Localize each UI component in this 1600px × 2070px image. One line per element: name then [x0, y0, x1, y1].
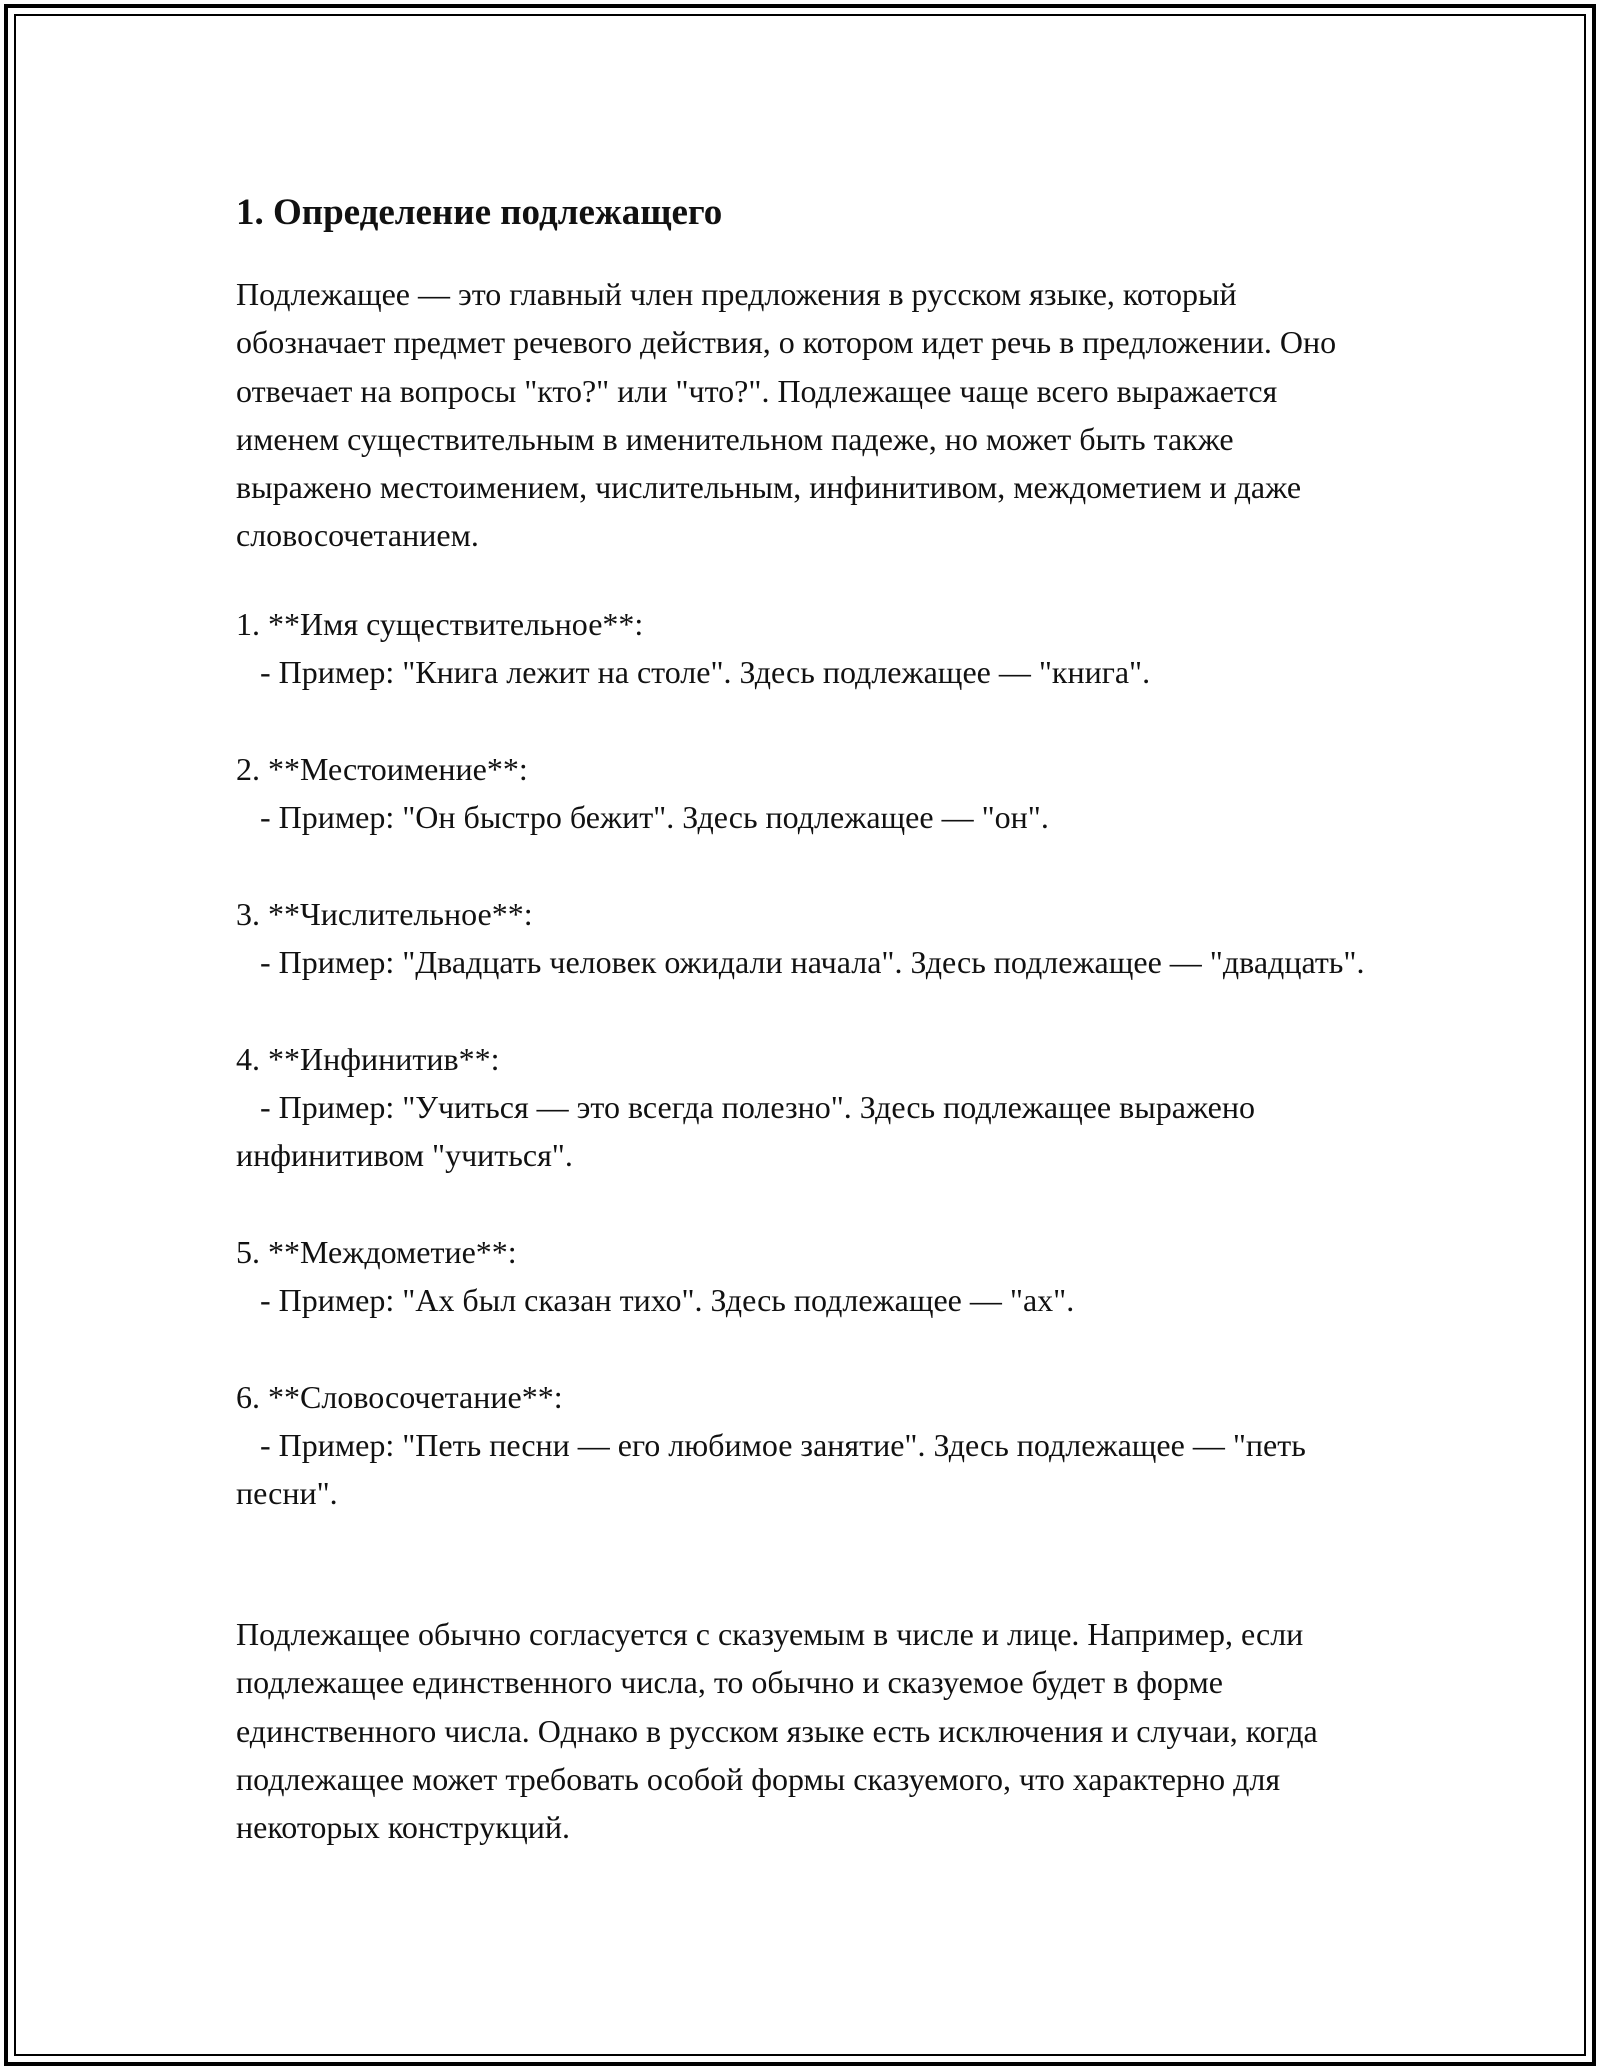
- list-item-noun: [236, 600, 1366, 697]
- list-item-interjection: [236, 1228, 1366, 1325]
- document-body: [236, 182, 1366, 1846]
- list-item-heading: 2. **Местоимение**:: [236, 750, 528, 787]
- list-item-infinitive: [236, 1035, 1366, 1180]
- list-item-heading: 4. **Инфинитив**:: [236, 1040, 500, 1077]
- list-item-numeral: [236, 890, 1366, 987]
- subject-types-list: [236, 600, 1366, 1566]
- list-item-phrase: [236, 1373, 1366, 1518]
- list-item-example: - Пример: "Он быстро бежит". Здесь подлежащее — "он".: [236, 799, 1049, 836]
- list-item-example: - Пример: "Двадцать человек ожидали начала". Здесь подлежащее — "двадцать".: [236, 944, 1365, 981]
- list-item-heading: 6. **Словосочетание**:: [236, 1378, 563, 1415]
- closing-paragraph: Подлежащее обычно согласуется с сказуемым в числе и лице. Например, если подлежащее единственного числа, то обычно и сказуемое будет в форме единственного числа. Однако в русском языке есть исключения и случаи, когда подлежащее может требовать особой формы сказуемого, что характерно для некоторых конструкций.: [236, 1616, 1318, 1846]
- list-item-heading: 3. **Числительное**:: [236, 895, 533, 932]
- list-item-example: - Пример: "Ах был сказан тихо". Здесь подлежащее — "ах".: [236, 1282, 1075, 1319]
- list-item-example: - Пример: "Книга лежит на столе". Здесь подлежащее — "книга".: [236, 654, 1151, 691]
- list-item-pronoun: [236, 745, 1366, 842]
- list-item-example: - Пример: "Учиться — это всегда полезно". Здесь подлежащее выражено инфинитивом "учиться".: [236, 1088, 1263, 1174]
- list-item-heading: 5. **Междометие**:: [236, 1233, 517, 1270]
- section-heading: 1. Определение подлежащего: [236, 192, 723, 233]
- list-item-heading: 1. **Имя существительное**:: [236, 606, 644, 642]
- list-item-example: - Пример: "Петь песни — его любимое занятие". Здесь подлежащее — "петь песни".: [236, 1427, 1314, 1512]
- intro-paragraph: Подлежащее — это главный член предложения в русском языке, который обозначает предмет речевого действия, о котором идет речь в предложении. Оно отвечает на вопросы "кто?" или "что?". Подлежащее чаще всего выражается именем существительным в именительном падеже, но может быть также выражено местоимением, числительным, инфинитивом, междометием и даже словосочетанием.: [236, 276, 1337, 554]
